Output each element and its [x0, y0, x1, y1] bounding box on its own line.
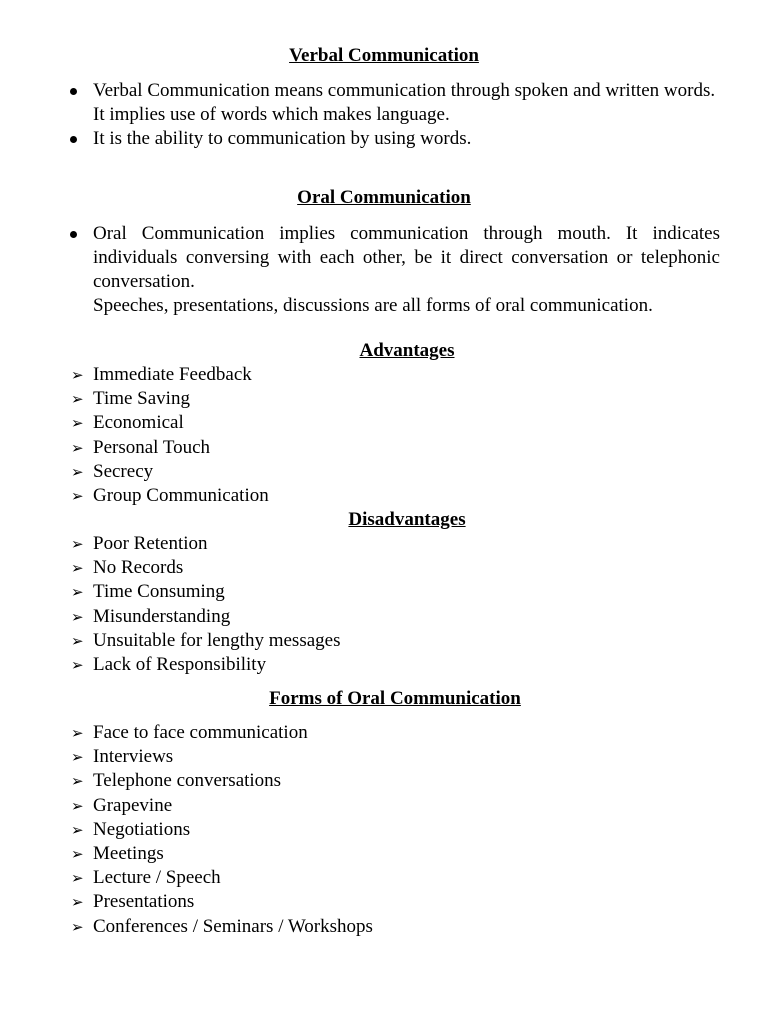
advantages-list — [0, 363, 269, 508]
arrowhead-bullet-icon: ➢ — [71, 438, 84, 457]
list-item — [0, 127, 720, 151]
arrowhead-bullet-icon: ➢ — [71, 893, 84, 912]
list-item — [0, 411, 269, 435]
list-item-text: Poor Retention — [93, 533, 208, 554]
arrowhead-bullet-icon: ➢ — [71, 535, 84, 553]
list-item-text: Oral Communication implies communication through mouth. It indicates individuals conversing with each other, be it direct conversation or telephonic conversation. — [93, 223, 720, 292]
list-item-text: Grapevine — [93, 794, 173, 816]
arrowhead-bullet-icon: ➢ — [71, 869, 84, 888]
arrowhead-bullet-icon: ➢ — [71, 414, 84, 433]
arrowhead-bullet-icon: ➢ — [71, 583, 84, 602]
list-item-text: Verbal Communication means communication through spoken and written words. It implies use of words which makes language. — [93, 80, 716, 125]
list-item-text: Presentations — [93, 891, 195, 913]
list-item-text: Personal Touch — [93, 436, 211, 458]
list-item-text: Unsuitable for lengthy messages — [93, 629, 341, 651]
arrowhead-bullet-icon: ➢ — [71, 486, 84, 505]
list-item-text: Group Communication — [93, 484, 269, 506]
list-item — [0, 721, 373, 745]
verbal-communication-heading: Verbal Communication — [289, 45, 479, 66]
list-item-text: Face to face communication — [93, 722, 308, 743]
arrowhead-bullet-icon: ➢ — [71, 796, 84, 815]
list-item — [0, 629, 340, 653]
forms-list — [0, 721, 373, 939]
list-item-text: Misunderstanding — [93, 605, 231, 627]
arrowhead-bullet-icon: ➢ — [71, 390, 84, 409]
list-item — [0, 460, 269, 484]
list-item — [0, 387, 269, 411]
arrowhead-bullet-icon: ➢ — [71, 772, 84, 791]
list-item — [0, 556, 340, 580]
arrowhead-bullet-icon: ➢ — [71, 655, 84, 674]
list-item-text: Time Saving — [93, 388, 190, 410]
list-item-text: It is the ability to communication by using words. — [93, 128, 472, 149]
list-item — [0, 794, 373, 818]
list-item — [0, 605, 340, 629]
disadvantages-list — [0, 532, 340, 677]
list-item — [0, 866, 373, 890]
list-item-text: Secrecy — [93, 460, 154, 482]
list-item — [0, 484, 269, 508]
filled-circle-bullet-icon — [70, 136, 77, 143]
list-item — [0, 79, 720, 127]
list-item-text: Negotiations — [93, 818, 191, 840]
list-item — [0, 436, 269, 460]
list-item-continuation: Speeches, presentations, discussions are all forms of oral communication. — [93, 295, 653, 316]
list-item — [0, 915, 373, 939]
list-item — [0, 769, 373, 793]
list-item-text: Telephone conversations — [93, 770, 282, 792]
verbal-communication-list — [0, 79, 720, 151]
disadvantages-heading: Disadvantages — [348, 509, 466, 530]
oral-communication-heading: Oral Communication — [297, 187, 471, 208]
arrowhead-bullet-icon: ➢ — [71, 559, 84, 578]
list-item — [0, 745, 373, 769]
list-item — [0, 222, 720, 318]
filled-circle-bullet-icon — [70, 88, 77, 95]
list-item-text: Interviews — [93, 746, 174, 768]
list-item-text: Lack of Responsibility — [93, 653, 267, 675]
advantages-heading: Advantages — [359, 340, 455, 361]
arrowhead-bullet-icon: ➢ — [71, 724, 84, 742]
arrowhead-bullet-icon: ➢ — [71, 844, 84, 863]
arrowhead-bullet-icon: ➢ — [71, 748, 84, 767]
list-item — [0, 580, 340, 604]
arrowhead-bullet-icon: ➢ — [71, 820, 84, 839]
list-item — [0, 890, 373, 914]
arrowhead-bullet-icon: ➢ — [71, 631, 84, 650]
arrowhead-bullet-icon: ➢ — [71, 462, 84, 481]
list-item-text: Lecture / Speech — [93, 867, 221, 889]
arrowhead-bullet-icon: ➢ — [71, 366, 84, 384]
forms-heading: Forms of Oral Communication — [269, 688, 521, 709]
arrowhead-bullet-icon: ➢ — [71, 917, 84, 936]
list-item-text: No Records — [93, 557, 184, 579]
list-item — [0, 653, 340, 677]
list-item-text: Meetings — [93, 842, 164, 864]
list-item — [0, 532, 340, 556]
list-item-text: Time Consuming — [93, 581, 225, 603]
list-item — [0, 842, 373, 866]
arrowhead-bullet-icon: ➢ — [71, 607, 84, 626]
list-item-text: Immediate Feedback — [93, 364, 252, 385]
list-item — [0, 818, 373, 842]
list-item-text: Economical — [93, 412, 184, 434]
oral-communication-list — [0, 222, 720, 318]
list-item — [0, 363, 269, 387]
list-item-text: Conferences / Seminars / Workshops — [93, 915, 373, 937]
filled-circle-bullet-icon — [70, 231, 77, 238]
